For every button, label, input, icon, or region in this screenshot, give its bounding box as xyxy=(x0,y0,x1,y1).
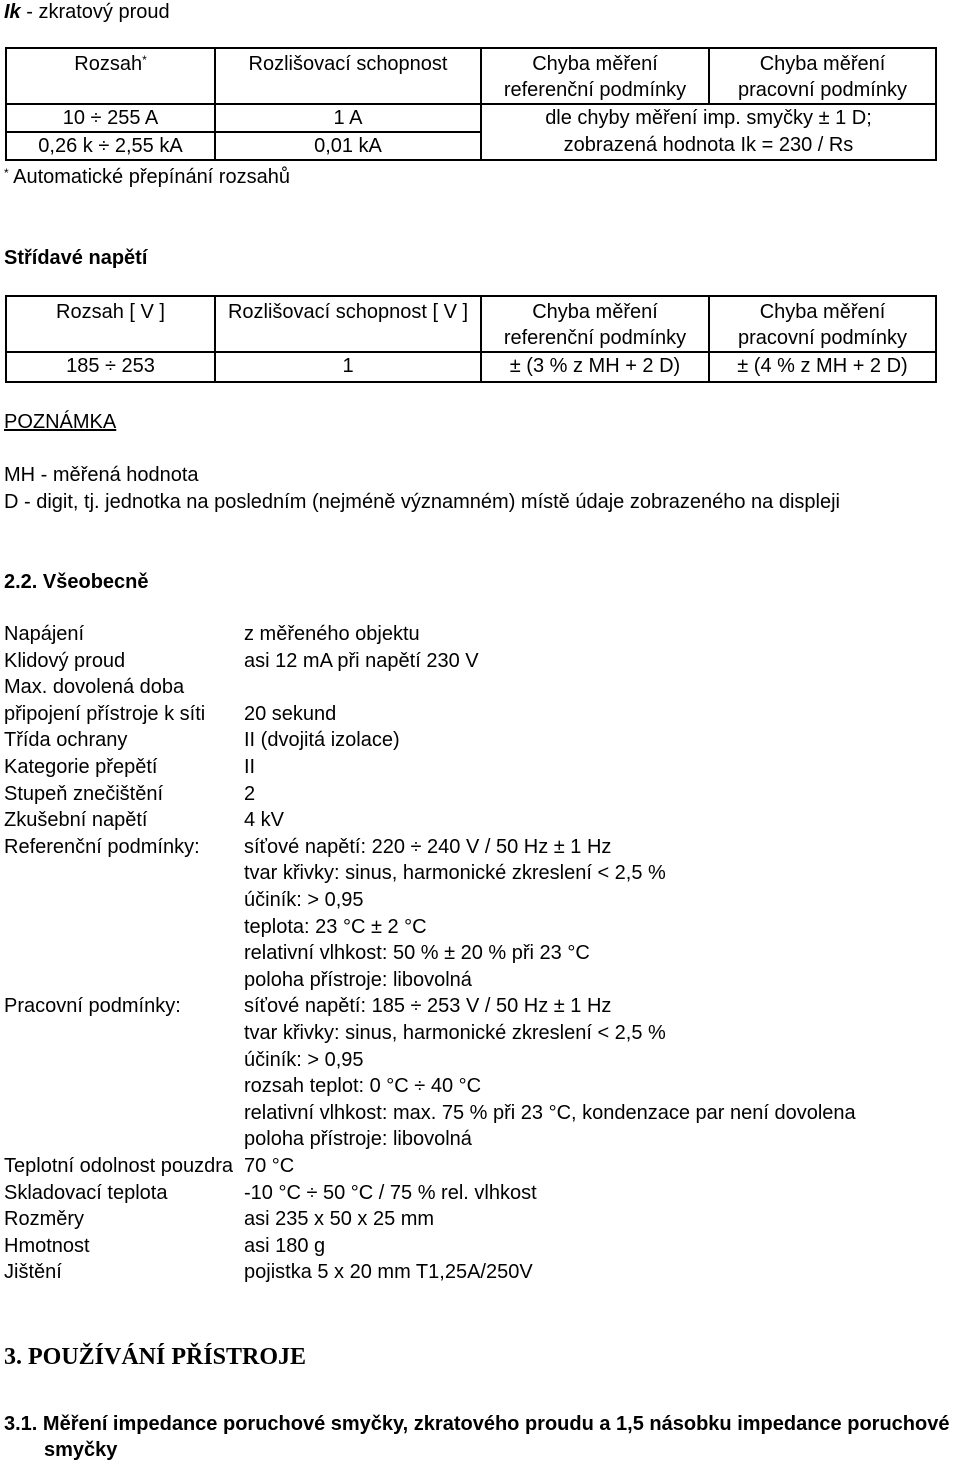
ik-header-ref-error: Chyba měření referenční podmínky xyxy=(481,48,709,104)
spec-label: Skladovací teplota xyxy=(4,1182,168,1204)
ac-header-resolution: Rozlišovací schopnost [ V ] xyxy=(215,296,481,352)
ik-table-header-row xyxy=(6,48,936,104)
spec-label: Rozměry xyxy=(4,1208,85,1230)
spec-label: Klidový proud xyxy=(4,650,126,672)
ik-row1-range: 10 ÷ 255 A xyxy=(6,104,215,132)
spec-value: síťové napětí: 220 ÷ 240 V / 50 Hz ± 1 Hz xyxy=(244,836,612,858)
spec-label: Pracovní podmínky: xyxy=(4,995,181,1017)
spec-value: pojistka 5 x 20 mm T1,25A/250V xyxy=(244,1261,533,1283)
table-row xyxy=(6,352,936,382)
spec-value: teplota: 23 °C ± 2 °C xyxy=(244,916,427,938)
ik-title-text: - zkratový proud xyxy=(20,1,170,23)
table-row xyxy=(6,104,936,132)
ik-row1-error: dle chyby měření imp. smyčky ± 1 D; xyxy=(481,104,936,132)
ik-footnote: * Automatické přepínání rozsahů xyxy=(4,166,290,188)
ik-row1-resolution: 1 A xyxy=(215,104,481,132)
spec-label: Zkušební napětí xyxy=(4,809,148,831)
ac-row-resolution: 1 xyxy=(215,352,481,382)
table-row xyxy=(6,132,936,160)
spec-value: 70 °C xyxy=(244,1155,295,1177)
spec-value: II (dvojitá izolace) xyxy=(244,729,400,751)
spec-value: účiník: > 0,95 xyxy=(244,1049,364,1071)
spec-label: Teplotní odolnost pouzdra xyxy=(4,1155,234,1177)
ik-row2-error: zobrazená hodnota Ik = 230 / Rs xyxy=(481,132,936,160)
ac-table-header-row xyxy=(6,296,936,352)
section3-title: 3. POUŽÍVÁNÍ PŘÍSTROJE xyxy=(4,1344,307,1370)
spec-label: Jištění xyxy=(4,1261,62,1283)
ac-header-ref-error: Chyba měření referenční podmínky xyxy=(481,296,709,352)
spec-value: asi 12 mA při napětí 230 V xyxy=(244,650,479,672)
spec-value: poloha přístroje: libovolná xyxy=(244,969,472,991)
spec-value: II xyxy=(244,756,256,778)
ik-row2-resolution: 0,01 kA xyxy=(215,132,481,160)
spec-value: rozsah teplot: 0 °C ÷ 40 °C xyxy=(244,1075,482,1097)
ac-row-work-error: ± (4 % z MH + 2 D) xyxy=(709,352,936,382)
spec-label: Stupeň znečištění xyxy=(4,783,163,805)
section31-title-line1: 3.1. Měření impedance poruchové smyčky, zkratového proudu a 1,5 násobku impedance poruchové xyxy=(4,1413,950,1435)
spec-label: Napájení xyxy=(4,623,85,645)
spec-value: poloha přístroje: libovolná xyxy=(244,1128,472,1150)
spec-value: tvar křivky: sinus, harmonické zkreslení < 2,5 % xyxy=(244,862,666,884)
spec-value: z měřeného objektu xyxy=(244,623,420,645)
ik-range-table xyxy=(5,47,937,161)
ik-section-title xyxy=(4,0,170,24)
ac-voltage-table xyxy=(5,295,937,383)
spec-label: připojení přístroje k síti xyxy=(4,703,206,725)
spec-value: asi 180 g xyxy=(244,1235,326,1257)
ik-title-symbol: Ik xyxy=(4,1,21,23)
ac-header-range: Rozsah [ V ] xyxy=(6,296,215,352)
ik-row2-range: 0,26 k ÷ 2,55 kA xyxy=(6,132,215,160)
spec-label: Hmotnost xyxy=(4,1235,90,1257)
ac-row-ref-error: ± (3 % z MH + 2 D) xyxy=(481,352,709,382)
spec-label: Kategorie přepětí xyxy=(4,756,158,778)
spec-label: Referenční podmínky: xyxy=(4,836,200,858)
ac-row-range: 185 ÷ 253 xyxy=(6,352,215,382)
spec-value: relativní vlhkost: 50 % ± 20 % při 23 °C xyxy=(244,942,590,964)
section31-title-line2: smyčky xyxy=(44,1439,118,1461)
general-section-title: 2.2. Všeobecně xyxy=(4,571,149,593)
ac-voltage-title: Střídavé napětí xyxy=(4,247,148,269)
ac-header-work-error: Chyba měření pracovní podmínky xyxy=(709,296,936,352)
spec-value: tvar křivky: sinus, harmonické zkreslení < 2,5 % xyxy=(244,1022,666,1044)
note-line-mh: MH - měřená hodnota xyxy=(4,464,199,486)
spec-value: -10 °C ÷ 50 °C / 75 % rel. vlhkost xyxy=(244,1182,537,1204)
note-line-digit: D - digit, tj. jednotka na posledním (nejméně významném) místě údaje zobrazeného na displeji xyxy=(4,491,840,513)
spec-value: 2 xyxy=(244,783,256,805)
spec-label: Max. dovolená doba xyxy=(4,676,185,698)
spec-value: relativní vlhkost: max. 75 % při 23 °C, kondenzace par není dovolena xyxy=(244,1102,856,1124)
ik-header-range: Rozsah* xyxy=(6,48,215,104)
spec-value: asi 235 x 50 x 25 mm xyxy=(244,1208,435,1230)
ik-header-work-error: Chyba měření pracovní podmínky xyxy=(709,48,936,104)
spec-label: Třída ochrany xyxy=(4,729,128,751)
ik-header-resolution: Rozlišovací schopnost xyxy=(215,48,481,104)
spec-value: síťové napětí: 185 ÷ 253 V / 50 Hz ± 1 Hz xyxy=(244,995,612,1017)
note-title: POZNÁMKA xyxy=(4,411,117,433)
spec-value: účiník: > 0,95 xyxy=(244,889,364,911)
spec-value: 4 kV xyxy=(244,809,285,831)
spec-value: 20 sekund xyxy=(244,703,337,725)
